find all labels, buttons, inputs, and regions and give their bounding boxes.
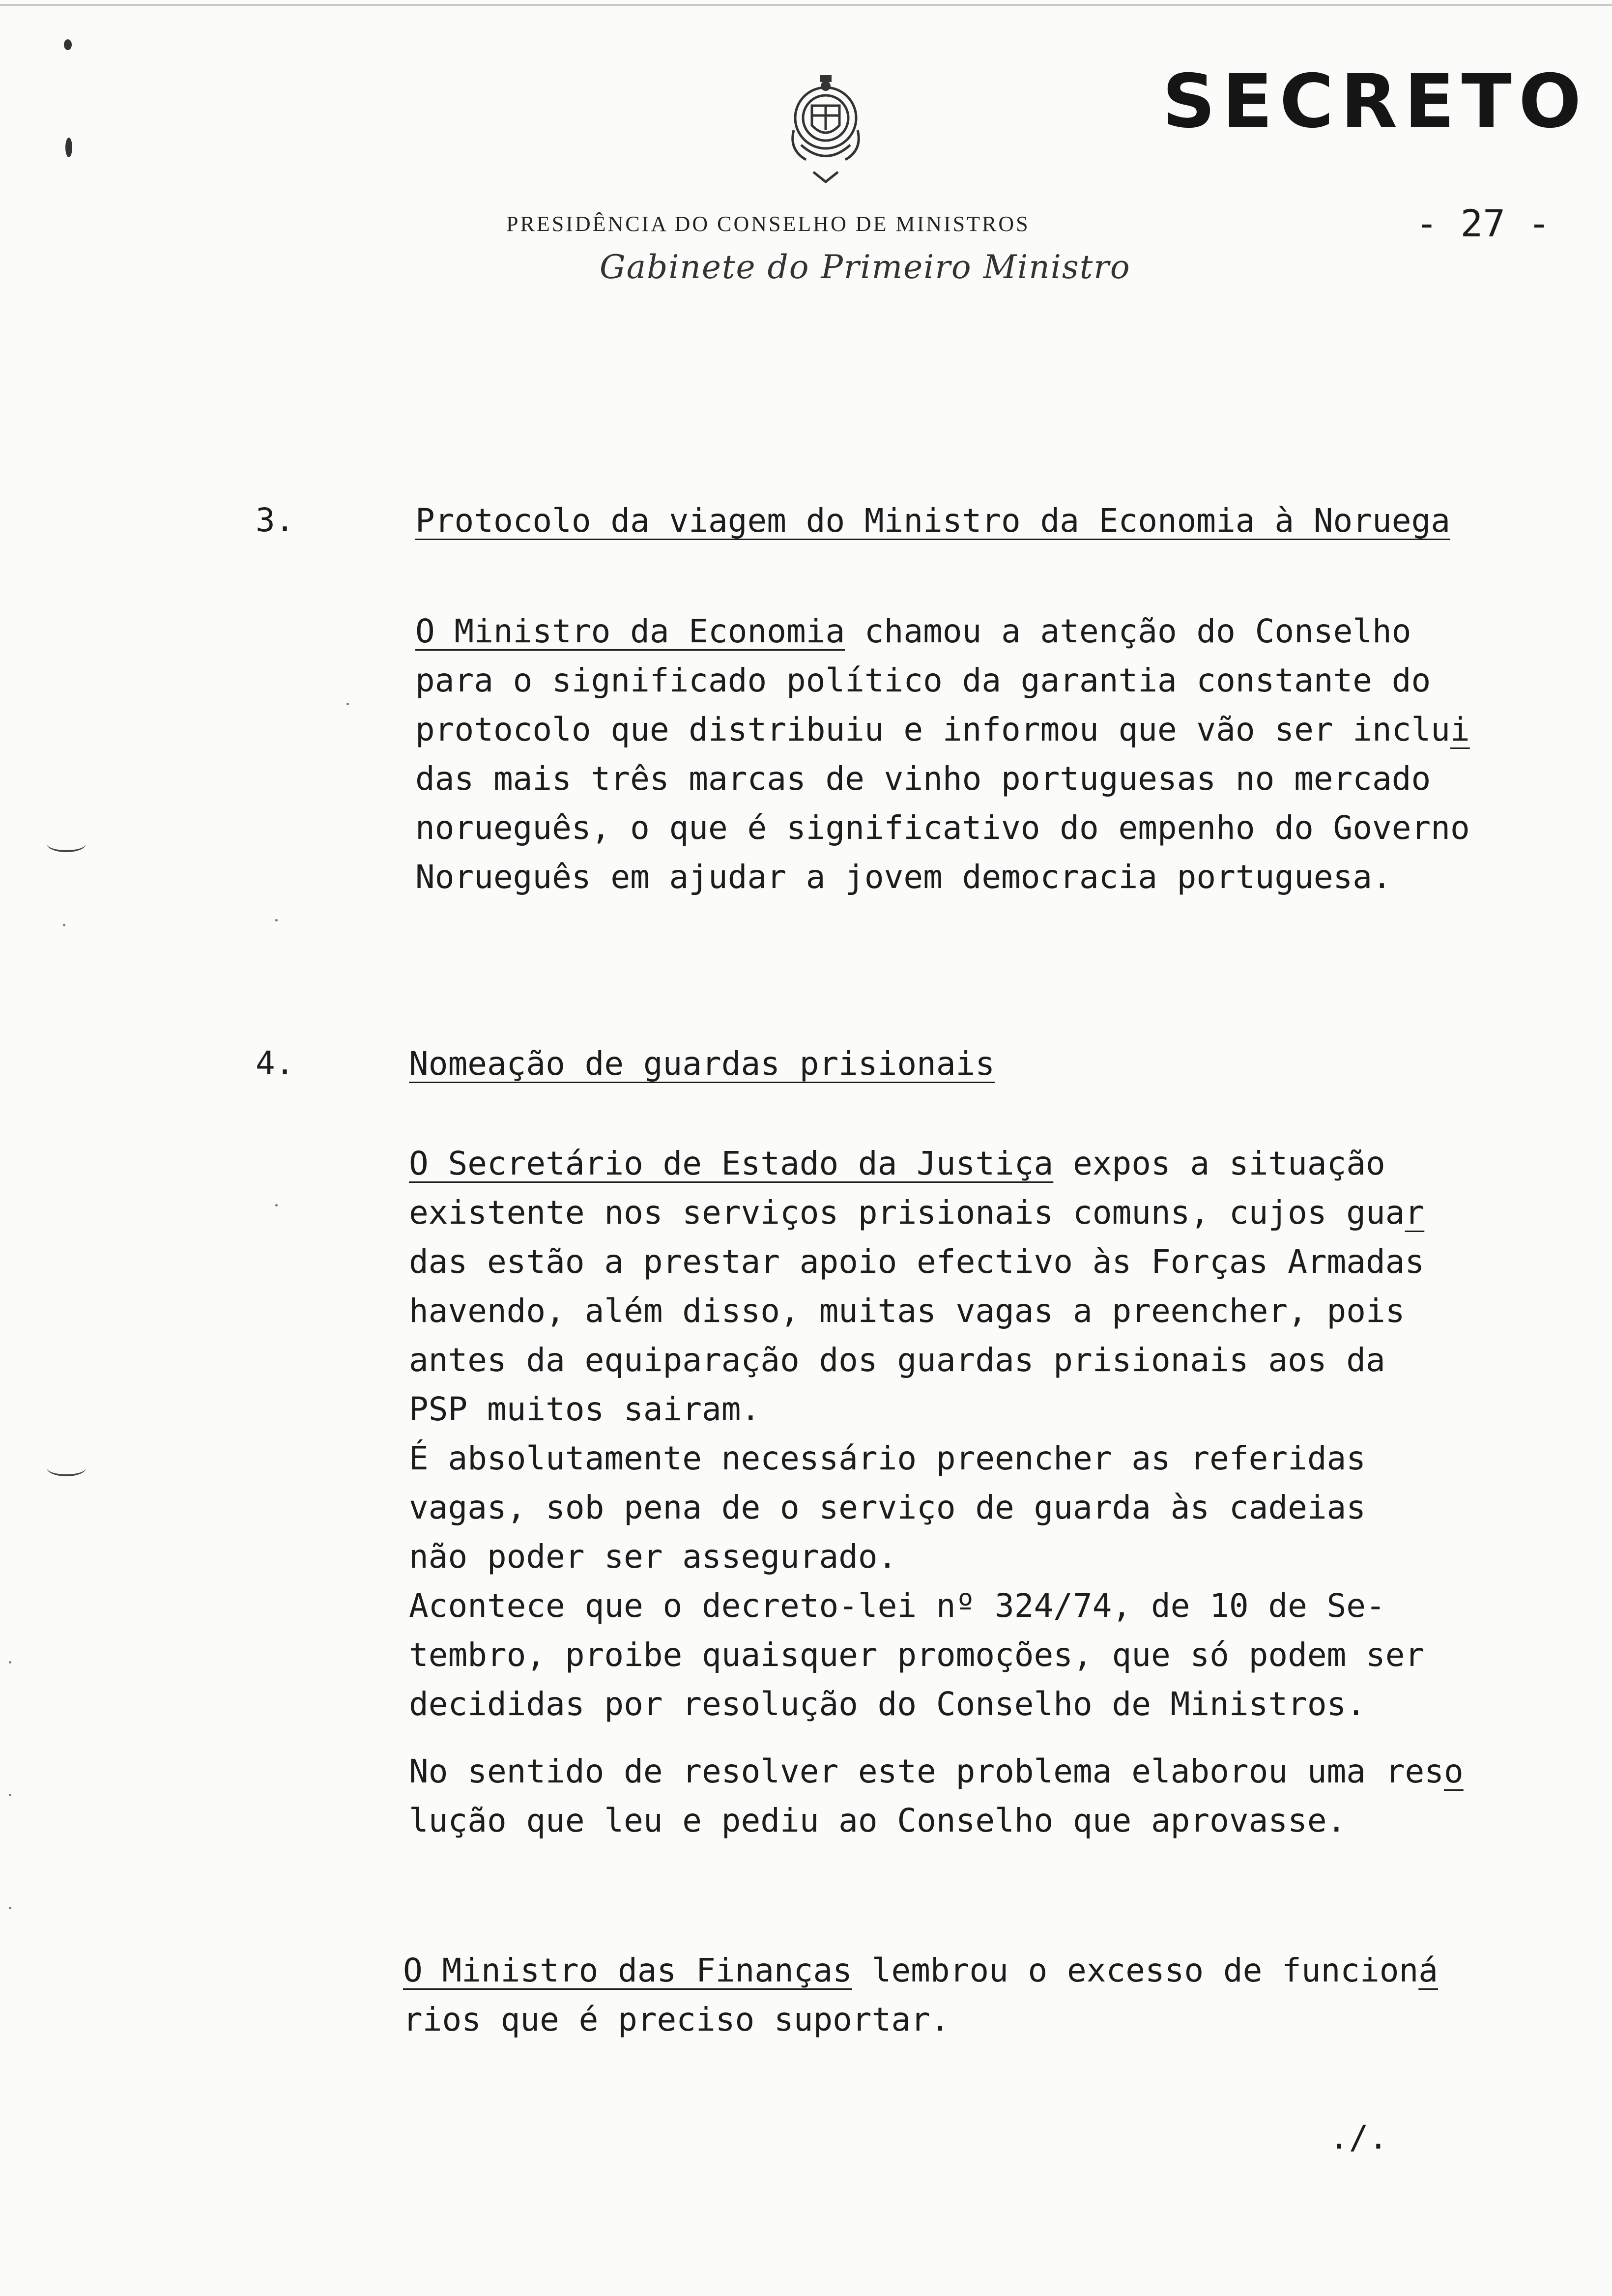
office-name: Gabinete do Primeiro Ministro [600,248,1131,286]
text-line: vagas, sob pena de o serviço de guarda às cadeias [409,1489,1366,1526]
text-line: PSP muitos sairam. [409,1390,761,1428]
section-number: 4. [256,1044,295,1082]
text-line: tembro, proibe quaisquer promoções, que só podem ser [409,1636,1425,1674]
margin-dot [63,924,65,926]
text-line: lembrou o excesso de funcion [852,1952,1419,1989]
paragraph [403,1946,1438,2044]
margin-dot [275,919,278,921]
margin-dot [9,1661,11,1664]
text-line: das mais três marcas de vinho portuguesas no mercado [415,760,1431,798]
text-line: No sentido de resolver este problema elaborou uma res [409,1752,1444,1790]
speaker: O Ministro da Economia [415,612,845,650]
text-line: Acontece que o decreto-lei nº 324/74, de 10 de Se- [409,1587,1385,1625]
margin-dot [9,1794,11,1796]
margin-dot [275,1204,278,1206]
margin-dot [9,1907,11,1909]
text-line: das estão a prestar apoio efectivo às Forças Armadas [409,1243,1425,1281]
hyphen-char: á [1418,1952,1438,1989]
institution-name: PRESIDÊNCIA DO CONSELHO DE MINISTROS [506,212,1030,236]
text-line: antes da equiparação dos guardas prisionais aos da [409,1341,1385,1379]
margin-mark [65,138,72,157]
margin-stroke [47,835,86,852]
text-line: É absolutamente necessário preencher as referidas [409,1439,1366,1477]
paragraph [415,607,1470,902]
margin-stroke [47,1460,86,1476]
text-line: protocolo que distribuiu e informou que vão ser inclu [415,711,1450,748]
section-title: Protocolo da viagem do Ministro da Economia à Noruega [415,502,1450,540]
hyphen-char: o [1443,1752,1464,1790]
speaker: O Secretário de Estado da Justiça [409,1145,1054,1182]
paragraph [409,1747,1464,1845]
text-line: lução que leu e pediu ao Conselho que aprovasse. [409,1802,1347,1839]
section-title: Nomeação de guardas prisionais [409,1045,995,1083]
paragraph [409,1139,1424,1729]
text-line: norueguês, o que é significativo do empenho do Governo [415,809,1470,847]
coat-of-arms-icon [767,71,885,199]
speaker: O Ministro das Finanças [403,1952,852,1989]
section-number: 3. [256,501,295,539]
text-line: chamou a atenção do Conselho [845,612,1411,650]
hyphen-char: r [1405,1194,1425,1232]
continuation-mark: ./. [1329,2119,1388,2156]
text-line: decididas por resolução do Conselho de Ministros. [409,1685,1366,1723]
classification-stamp: SECRETO [1162,59,1588,144]
top-rule [0,4,1612,6]
text-line: Norueguês em ajudar a jovem democracia portuguesa. [415,858,1392,896]
text-line: expos a situação [1053,1145,1385,1182]
text-line: existente nos serviços prisionais comuns, cujos gua [409,1194,1405,1232]
text-line: não poder ser assegurado. [409,1538,897,1576]
text-line: para o significado político da garantia constante do [415,661,1431,699]
page-number: - 27 - [1415,201,1551,245]
text-line: havendo, além disso, muitas vagas a preencher, pois [409,1292,1405,1330]
margin-mark [64,39,72,50]
text-line: rios que é preciso suportar. [403,2001,950,2038]
hyphen-char: i [1450,711,1470,748]
margin-dot [346,703,349,705]
